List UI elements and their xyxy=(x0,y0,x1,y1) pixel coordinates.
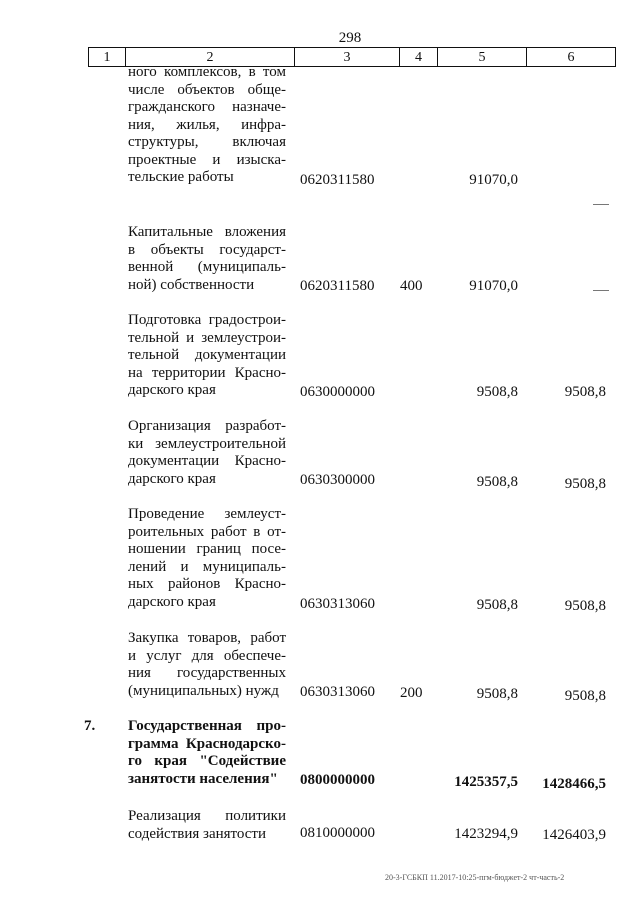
row-code: 0630313060 xyxy=(300,684,375,700)
row-code: 0630300000 xyxy=(300,472,375,488)
row-description xyxy=(128,630,286,700)
row-col5: 9508,8 xyxy=(476,686,518,702)
text-line: грамма Краснодарско- xyxy=(128,735,286,752)
text-line: тельной документации xyxy=(128,347,286,363)
text-line: ношении границ посе- xyxy=(128,541,286,557)
text-line: структуры, включая xyxy=(128,134,286,150)
row-col6: 9508,8 xyxy=(564,688,606,704)
text-line: (муниципальных) нужд xyxy=(128,682,279,699)
row-code: 0620311580 xyxy=(300,278,375,294)
row-description xyxy=(128,506,286,611)
row-code: 0620311580 xyxy=(300,172,375,188)
text-line: ния государственных xyxy=(128,665,286,681)
row-code: 0630000000 xyxy=(300,384,375,400)
empty-dash xyxy=(593,290,609,291)
row-col6: 9508,8 xyxy=(564,476,606,492)
text-line: ния, жилья, инфра- xyxy=(128,116,286,133)
text-line: занятости населения" xyxy=(128,770,278,787)
row-vr: 200 xyxy=(400,685,423,701)
text-line: венной (муниципаль- xyxy=(128,259,286,275)
empty-dash xyxy=(593,204,609,205)
row-col6: 9508,8 xyxy=(564,598,606,614)
text-line: дарского края xyxy=(128,382,216,398)
text-line: тельной и землеустрои- xyxy=(128,329,286,346)
text-line: дарского края xyxy=(128,593,216,610)
text-line: документации Красно- xyxy=(128,453,286,469)
row-col6: 9508,8 xyxy=(564,384,606,400)
row-col5: 1425357,5 xyxy=(454,774,518,790)
row-number: 7. xyxy=(84,718,96,734)
row-col5: 9508,8 xyxy=(476,474,518,490)
header-col-1: 1 xyxy=(88,47,126,67)
text-line: ных районов Красно- xyxy=(128,576,286,592)
header-col-3: 3 xyxy=(294,47,400,67)
text-line: на территории Красно- xyxy=(128,364,286,381)
text-line: в объекты государст- xyxy=(128,241,286,258)
row-col5: 91070,0 xyxy=(469,278,518,294)
text-line: содействия занятости xyxy=(128,825,266,842)
text-line: ного комплексов, в том xyxy=(128,64,286,80)
row-col6: 1428466,5 xyxy=(542,776,606,792)
header-col-2: 2 xyxy=(125,47,295,67)
text-line: Закупка товаров, работ xyxy=(128,630,286,646)
row-description xyxy=(128,808,286,843)
page-number: 298 xyxy=(338,30,362,46)
row-description xyxy=(128,224,286,294)
text-line: гражданского назначе- xyxy=(128,99,286,115)
row-description xyxy=(128,64,286,187)
row-col5: 9508,8 xyxy=(476,384,518,400)
row-col5: 1423294,9 xyxy=(454,826,518,842)
row-code: 0810000000 xyxy=(300,825,375,841)
row-description xyxy=(128,312,286,400)
text-line: числе объектов обще- xyxy=(128,81,286,98)
text-line: го края "Содействие xyxy=(128,753,286,769)
text-line: и услуг для обеспече- xyxy=(128,647,286,664)
text-line: лений и муниципаль- xyxy=(128,558,286,575)
row-description xyxy=(128,718,286,788)
footer-stamp: 20-3-ГСБКП 11.2017-10:25-пгм-бюджет-2 чт-часть-2 xyxy=(385,873,565,882)
text-line: Организация разработ- xyxy=(128,418,286,434)
text-line: дарского края xyxy=(128,470,216,487)
row-description xyxy=(128,418,286,488)
row-col6: 1426403,9 xyxy=(542,827,606,843)
row-code: 0800000000 xyxy=(300,772,375,788)
text-line: ной) собственности xyxy=(128,276,255,293)
header-col-4: 4 xyxy=(399,47,438,67)
text-line: Подготовка градострои- xyxy=(128,312,286,328)
header-col-6: 6 xyxy=(526,47,616,67)
text-line: Капитальные вложения xyxy=(128,224,286,240)
text-line: роительных работ в от- xyxy=(128,523,286,540)
row-col5: 9508,8 xyxy=(476,597,518,613)
text-line: Государственная про- xyxy=(128,718,286,734)
row-col5: 91070,0 xyxy=(469,172,518,188)
text-line: ки землеустроительной xyxy=(128,435,286,452)
row-code: 0630313060 xyxy=(300,596,375,612)
row-vr: 400 xyxy=(400,278,423,294)
text-line: тельские работы xyxy=(128,169,234,185)
text-line: проектные и изыска- xyxy=(128,151,286,168)
text-line: Реализация политики xyxy=(128,808,286,824)
text-line: Проведение землеуст- xyxy=(128,506,286,522)
header-col-5: 5 xyxy=(437,47,527,67)
